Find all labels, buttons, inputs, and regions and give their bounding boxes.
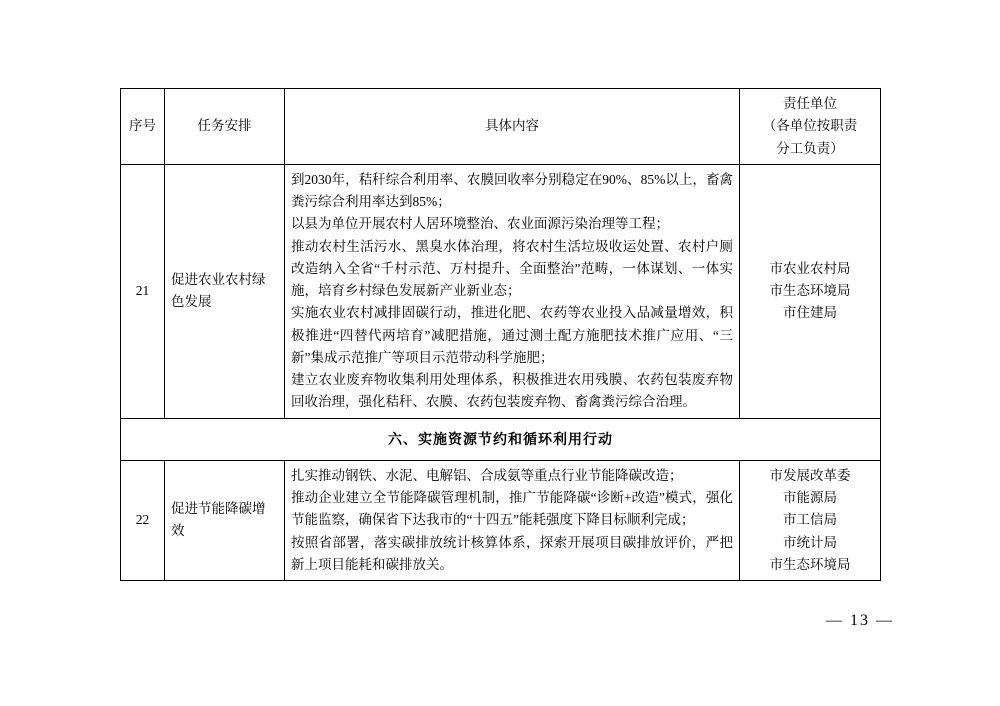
content-paragraph: 推动企业建立全节能降碳管理机制，推广节能降碳“诊断+改造”模式，强化节能监察，确保省下达我市的“十四五”能耗强度下降目标顺利完成；	[291, 490, 733, 528]
column-header-unit	[740, 89, 881, 165]
row-number: 21	[121, 164, 165, 418]
column-header-unit-line1: 责任单位	[783, 96, 837, 111]
policy-task-table	[120, 88, 881, 581]
column-header-task: 任务安排	[165, 89, 285, 165]
responsible-unit: 市住建局	[783, 305, 837, 321]
content-paragraph: 按照省部署，落实碳排放统计核算体系，探索开展项目碳排放评价，严把新上项目能耗和碳排放关。	[291, 534, 733, 572]
table-body	[121, 164, 881, 580]
content-paragraph: 到2030年，秸秆综合利用率、农膜回收率分别稳定在90%、85%以上，畜禽粪污综合利用率达到85%；	[291, 171, 733, 210]
responsible-unit: 市农业农村局	[769, 260, 851, 276]
content-paragraph: 实施农业农村减排固碳行动，推进化肥、农药等农业投入品减量增效，积极推进“四替代两培育”减肥措施，通过测土配方施肥技术推广应用、“三新”集成示范推广等项目示范带动科学施肥；	[291, 305, 733, 365]
responsible-unit: 市能源局	[783, 490, 837, 506]
row-task: 促进节能降碳增效	[165, 460, 285, 580]
page-number: — 13 —	[826, 612, 894, 629]
row-responsible-units	[740, 164, 881, 418]
row-task: 促进农业农村绿色发展	[165, 164, 285, 418]
content-paragraph: 扎实推动钢铁、水泥、电解铝、合成氨等重点行业节能降碳改造；	[291, 467, 683, 483]
content-paragraph: 建立农业废弃物收集利用处理体系，积极推进农用残膜、农药包装废弃物回收治理，强化秸秆、农膜、农药包装废弃物、畜禽粪污综合治理。	[291, 372, 733, 410]
column-header-no: 序号	[121, 89, 165, 165]
table-row	[121, 460, 881, 580]
row-content	[285, 164, 740, 418]
table-row	[121, 164, 881, 418]
row-responsible-units	[740, 460, 881, 580]
row-content	[285, 460, 740, 580]
row-number: 22	[121, 460, 165, 580]
column-header-unit-line2: （各单位按职责	[762, 118, 858, 134]
table-header-row	[121, 89, 881, 165]
section-title: 六、实施资源节约和循环利用行动	[121, 418, 881, 460]
responsible-unit: 市工信局	[783, 512, 837, 528]
column-header-unit-line3: 分工负责）	[776, 140, 844, 156]
responsible-unit: 市生态环境局	[769, 283, 851, 299]
content-paragraph: 以县为单位开展农村人居环境整治、农业面源污染治理等工程；	[291, 216, 669, 232]
column-header-content: 具体内容	[285, 89, 740, 165]
table-section-row	[121, 418, 881, 460]
responsible-unit: 市统计局	[783, 534, 837, 550]
content-paragraph: 推动农村生活污水、黑臭水体治理，将农村生活垃圾收运处置、农村户厕改造纳入全省“千村示范、万村提升、全面整治”范畴，一体谋划、一体实施，培育乡村绿色发展新产业新业态；	[291, 238, 733, 299]
responsible-unit: 市生态环境局	[769, 556, 851, 572]
responsible-unit: 市发展改革委	[769, 467, 851, 483]
table-header	[121, 89, 881, 165]
